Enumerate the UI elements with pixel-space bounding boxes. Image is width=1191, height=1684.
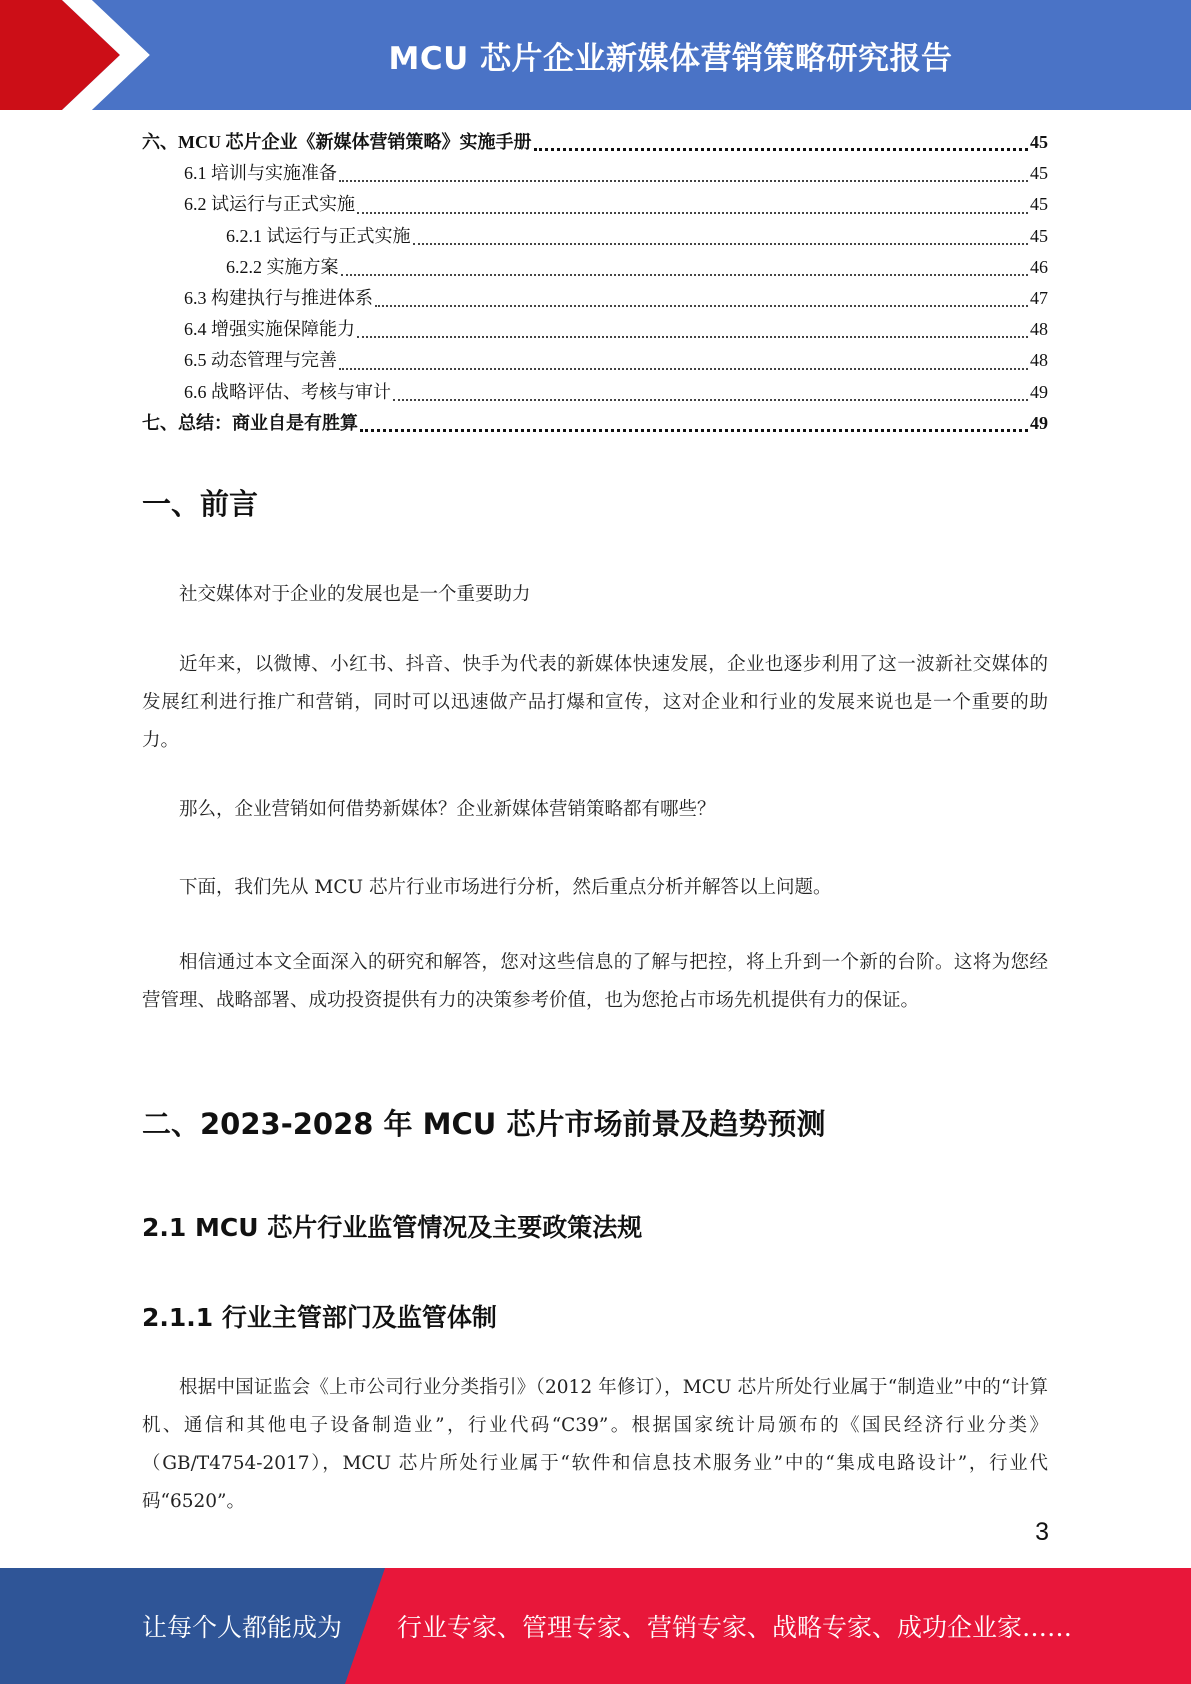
toc-entry[interactable]: [142, 378, 1048, 409]
toc-leader-dots: [375, 304, 1028, 307]
footer-slogan-right: 行业专家、管理专家、营销专家、战略专家、成功企业家……: [397, 1613, 1073, 1642]
toc-entry[interactable]: [142, 222, 1048, 253]
toc-entry[interactable]: [142, 315, 1048, 346]
toc-entry-page: 45: [1030, 132, 1048, 152]
toc-leader-dots: [393, 398, 1028, 401]
subsection-heading: 2.1 MCU 芯片行业监管情况及主要政策法规: [142, 1213, 643, 1242]
toc-entry-label: 6.1 培训与实施准备: [184, 163, 337, 184]
toc-entry-page: 48: [1030, 319, 1048, 340]
page-number: 3: [1035, 1518, 1049, 1546]
paragraph: 下面，我们先从 MCU 芯片行业市场进行分析，然后重点分析并解答以上问题。: [179, 877, 832, 898]
toc-entry-label: 6.5 动态管理与完善: [184, 350, 337, 371]
toc-entry[interactable]: [142, 190, 1048, 221]
toc-entry-page: 48: [1030, 350, 1048, 371]
paragraph: 那么，企业营销如何借势新媒体？企业新媒体营销策略都有哪些？: [179, 799, 716, 820]
toc-entry-label: 六、MCU 芯片企业《新媒体营销策略》实施手册: [142, 132, 532, 152]
toc-entry[interactable]: [142, 346, 1048, 377]
toc-entry[interactable]: [142, 409, 1048, 440]
paragraph: 根据中国证监会《上市公司行业分类指引》（2012 年修订），MCU 芯片所处行业属于“制造业”中的“计算机、通信和其他电子设备制造业”，行业代码“C39”。根据国家统计局颁布的《国民经济行业分类》（GB/T4754-2017），MCU 芯片所处行业属于“软件和信息技术服务业”中的“集成电路设计”，行业代码“6520”。: [142, 1377, 1048, 1512]
toc-leader-dots: [360, 428, 1028, 432]
toc-leader-dots: [357, 335, 1028, 338]
section-heading-preface: 一、前言: [142, 487, 259, 521]
toc-leader-dots: [339, 179, 1028, 182]
paragraph: 相信通过本文全面深入的研究和解答，您对这些信息的了解与把控，将上升到一个新的台阶。这将为您经营管理、战略部署、成功投资提供有力的决策参考价值，也为您抢占市场先机提供有力的保证。: [142, 952, 1048, 1011]
toc-leader-dots: [413, 242, 1029, 245]
subsection-heading: 2.1.1 行业主管部门及监管体制: [142, 1303, 497, 1332]
toc-entry-page: 45: [1030, 194, 1048, 215]
toc-leader-dots: [534, 147, 1029, 151]
toc-entry-page: 46: [1030, 256, 1048, 277]
page-header: [0, 0, 1191, 110]
paragraph: 社交媒体对于企业的发展也是一个重要助力: [179, 584, 531, 605]
toc-entry-page: 49: [1030, 412, 1048, 433]
footer-slogan-left: 让每个人都能成为: [142, 1613, 343, 1642]
toc-entry-label: 6.2 试运行与正式实施: [184, 194, 355, 215]
toc-entry-page: 45: [1030, 225, 1048, 246]
table-of-contents: [142, 128, 1048, 440]
toc-entry[interactable]: [142, 284, 1048, 315]
toc-entry-label: 6.3 构建执行与推进体系: [184, 287, 373, 308]
report-title: MCU 芯片企业新媒体营销策略研究报告: [388, 40, 953, 77]
toc-entry-page: 49: [1030, 381, 1048, 402]
toc-entry-label: 6.2.1 试运行与正式实施: [226, 225, 411, 246]
page-footer: [0, 1568, 1191, 1684]
toc-entry-label: 七、总结：商业自是有胜算: [142, 412, 358, 433]
toc-entry[interactable]: [142, 128, 1048, 159]
paragraph: 近年来，以微博、小红书、抖音、快手为代表的新媒体快速发展，企业也逐步利用了这一波新社交媒体的发展红利进行推广和营销，同时可以迅速做产品打爆和宣传，这对企业和行业的发展来说也是一个重要的助力。: [142, 654, 1048, 751]
section-heading-market-outlook: 二、2023-2028 年 MCU 芯片市场前景及趋势预测: [142, 1107, 826, 1141]
toc-entry[interactable]: [142, 159, 1048, 190]
toc-leader-dots: [339, 367, 1028, 370]
toc-leader-dots: [357, 211, 1028, 214]
toc-entry-label: 6.4 增强实施保障能力: [184, 319, 355, 340]
toc-entry-label: 6.2.2 实施方案: [226, 256, 339, 277]
toc-entry-label: 6.6 战略评估、考核与审计: [184, 381, 391, 402]
toc-entry-page: 45: [1030, 163, 1048, 184]
toc-entry[interactable]: [142, 253, 1048, 284]
toc-leader-dots: [341, 273, 1029, 276]
toc-entry-page: 47: [1030, 287, 1048, 308]
